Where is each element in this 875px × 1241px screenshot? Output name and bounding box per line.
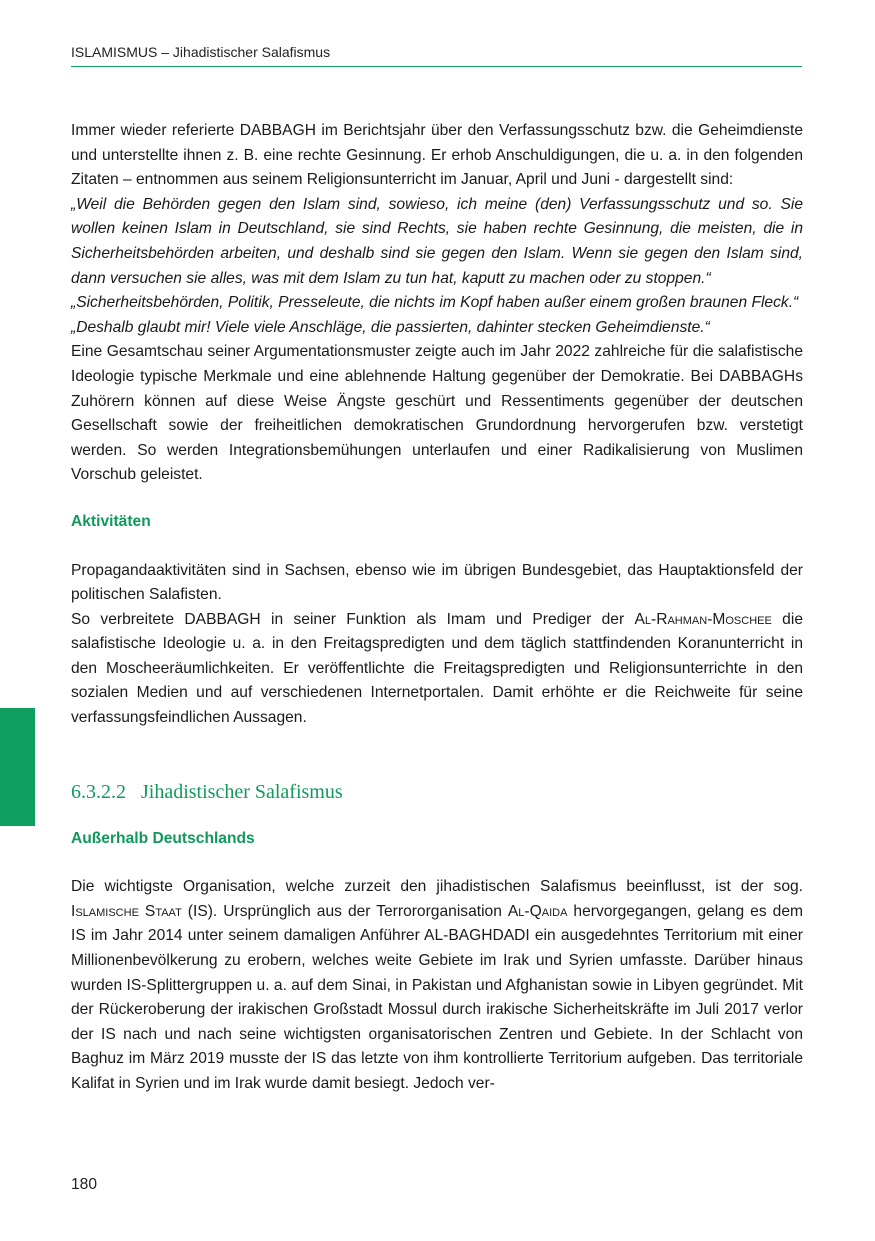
running-header (71, 42, 802, 67)
quote-3: „Deshalb glaubt mir! Viele viele Anschläge, die passierten, dahinter stecken Geheimdienste.“ (71, 318, 710, 336)
section-title: Jihadistischer Salafismus (141, 780, 343, 803)
page-content (71, 119, 803, 1097)
activities-paragraph-2: So verbreitete DABBAGH in seiner Funktion als Imam und Prediger der Al-Rahman-Moschee die salafistische Ideologie u. a. in den Freitagspredigten und dem täglich stattfindenden Koranunterricht in den Moscheeräumlichkeiten. Er veröffentlichte die Freitagspredigten und Religionsunterrichte in den sozialen Medien und auf verschiedenen Internetportalen. Damit erhöhte er die Reichweite für seine verfassungsfeindlichen Aussagen. (71, 610, 803, 727)
quote-1: „Weil die Behörden gegen den Islam sind, sowieso, ich meine (den) Verfassungsschutz und so. Sie wollen keinen Islam in Deutschland, sie sind Rechts, sie haben rechte Gesinnung, die meisten, die in Sicherheitsbehörden arbeiten, und deshalb sind sie gegen den Islam. Wenn sie gegen den Islam sind, dann versuchen sie alles, was mit dem Islam zu tun hat, kaputt zu machen oder zu stoppen.“ (71, 195, 803, 287)
org-al-qaida: Al-Qaida (507, 902, 568, 920)
activities-heading: Aktivitäten (71, 512, 151, 530)
jihad-paragraph: Die wichtigste Organisation, welche zurzeit den jihadistischen Salafismus beeinflusst, ist der sog. Islamische Staat (IS). Ursprünglich aus der Terrororganisation Al-Qaida hervorgegangen, gelang es dem IS im Jahr 2014 unter seinem damaligen Anführer AL-BAGHDADI ein ausgedehntes Territorium mit einer Millionenbevölkerung zu erobern, welches weite Gebiete im Irak und Syrien umfasste. Darüber hinaus wurden IS-Splittergruppen u. a. auf dem Sinai, in Pakistan und Afghanistan sowie in Libyen gegründet. Mit der Rückeroberung der irakischen Großstadt Mossul durch irakische Sicherheitskräfte im Juli 2017 verlor der IS nach und nach seine wichtigsten organisatorischen Zentren und Gebiete. In der Schlacht von Baghuz im März 2019 musste der IS das letzte von ihm kontrollierte Territorium aufgeben. Das territoriale Kalifat in Syrien und im Irak wurde damit besiegt. Jedoch ver- (71, 878, 803, 1092)
section-heading (71, 779, 803, 805)
page-number: 180 (71, 1176, 98, 1193)
chapter-side-tab (0, 708, 35, 826)
running-header-title: ISLAMISMUS – Jihadistischer Salafismus (71, 44, 331, 60)
intro-paragraph: Immer wieder referierte DABBAGH im Berichtsjahr über den Verfassungsschutz bzw. die Geheimdienste und unterstellte ihnen z. B. eine rechte Gesinnung. Er erhob Anschuldigungen, die u. a. in den folgenden Zitaten – entnommen aus seinem Religionsunterricht im Januar, April und Juni - dargestellt sind: (71, 122, 803, 189)
quote-2: „Sicherheitsbehörden, Politik, Presseleute, die nichts im Kopf haben außer einem großen braunen Fleck.“ (71, 294, 799, 312)
abroad-subheading: Außerhalb Deutschlands (71, 829, 255, 847)
org-islamic-state: Islamische Staat (71, 902, 182, 920)
section-number: 6.3.2.2 (71, 780, 126, 803)
activities-paragraph-1: Propagandaaktivitäten sind in Sachsen, ebenso wie im übrigen Bundesgebiet, das Hauptaktionsfeld der politischen Salafisten. (71, 561, 803, 604)
summary-paragraph: Eine Gesamtschau seiner Argumentationsmuster zeigte auch im Jahr 2022 zahlreiche für die salafistische Ideologie typische Merkmale und eine ablehnende Haltung gegenüber der Demokratie. Bei DABBAGHs Zuhörern können auf diese Weise Ängste geschürt und Ressentiments gegenüber der deutschen Gesellschaft sowie der freiheitlichen demokratischen Grundordnung hervorgerufen bzw. verstetigt werden. So werden Integrationsbemühungen unterlaufen und einer Radikalisierung von Muslimen Vorschub geleistet. (71, 343, 803, 484)
mosque-name: Al-Rahman-Moschee (634, 610, 772, 628)
